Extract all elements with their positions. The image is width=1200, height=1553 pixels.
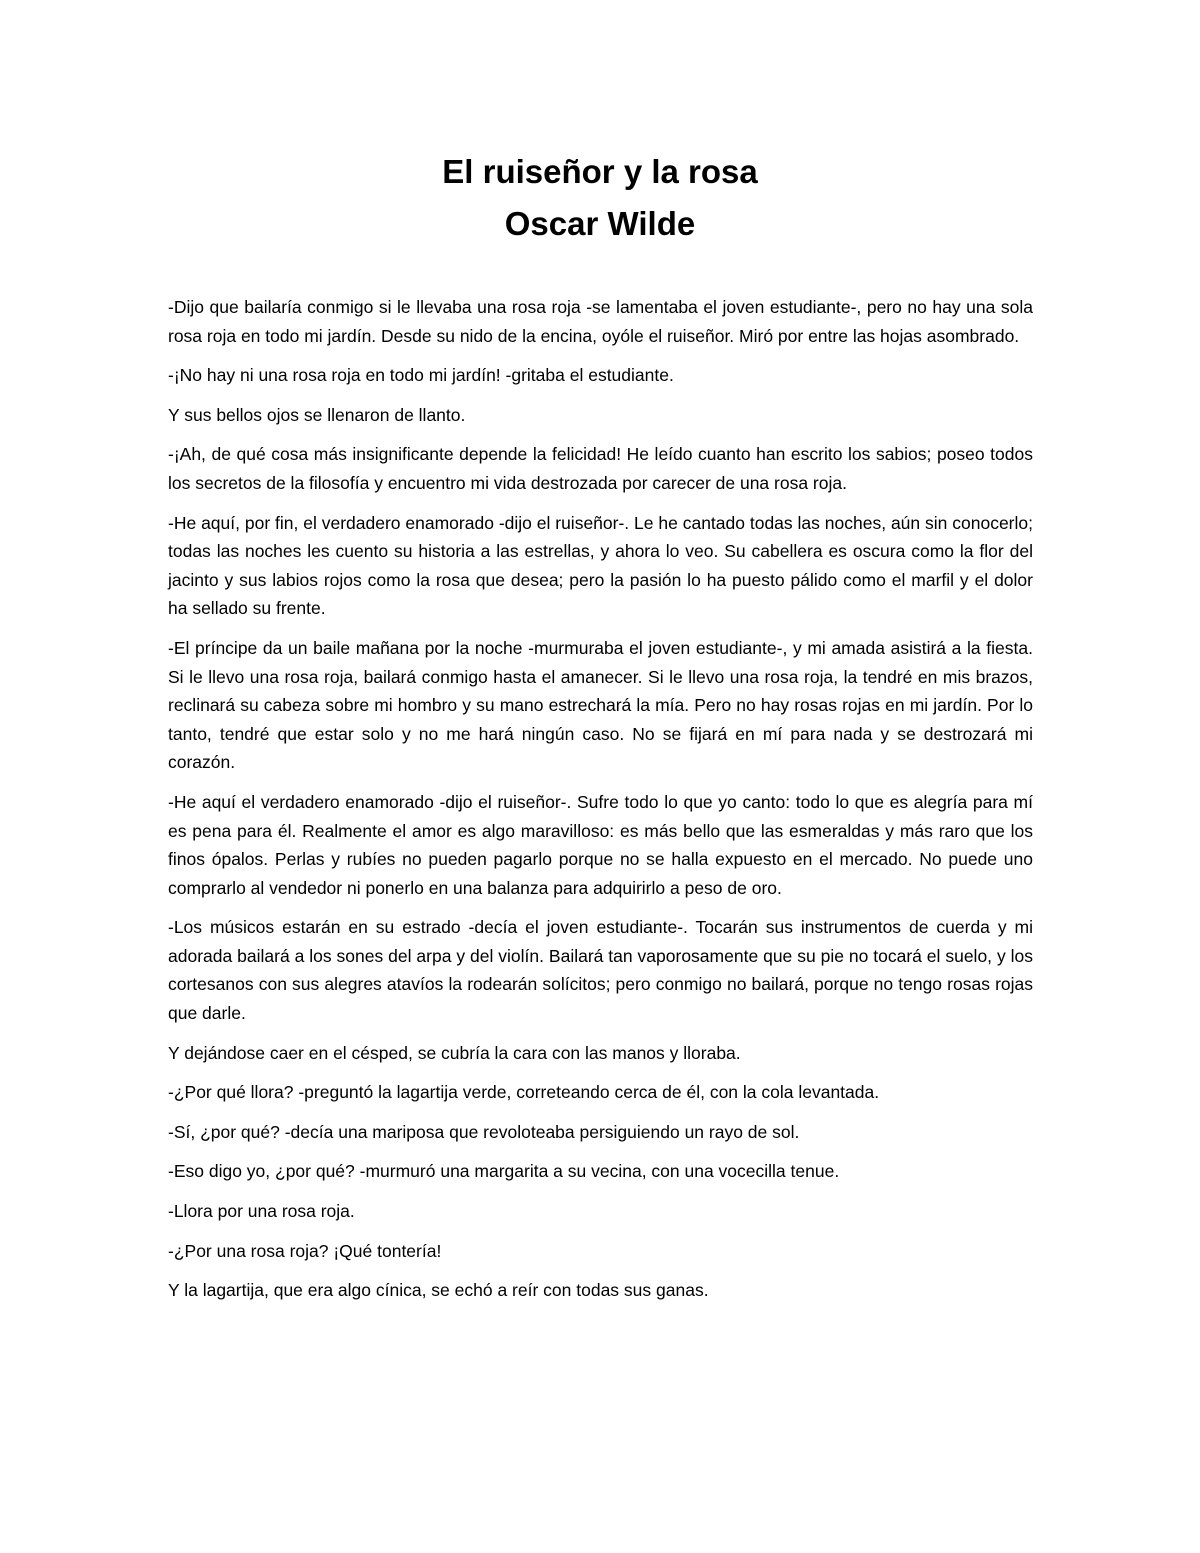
- paragraph: -He aquí el verdadero enamorado -dijo el ruiseñor-. Sufre todo lo que yo canto: todo lo que es alegría para mí es pena para él. Realmente el amor es algo maravilloso: es más bello que las esmeraldas y más raro que los finos ópalos. Perlas y rubíes no pueden pagarlo porque no se halla expuesto en el mercado. No puede uno comprarlo al vendedor ni ponerlo en una balanza para adquirirlo a peso de oro.: [168, 791, 1033, 898]
- title-block: [0, 146, 1200, 250]
- paragraph: -He aquí, por fin, el verdadero enamorado -dijo el ruiseñor-. Le he cantado todas las noches, aún sin conocerlo; todas las noches les cuento su historia a las estrellas, y ahora lo veo. Su cabellera es oscura como la flor del jacinto y sus labios rojos como la rosa que desea; pero la pasión lo ha puesto pálido como el marfil y el dolor ha sellado su frente.: [168, 512, 1033, 619]
- document-title: El ruiseñor y la rosa: [442, 153, 758, 190]
- document-author: Oscar Wilde: [504, 205, 696, 242]
- paragraph: -El príncipe da un baile mañana por la noche -murmuraba el joven estudiante-, y mi amada asistirá a la fiesta. Si le llevo una rosa roja, bailará conmigo hasta el amanecer. Si le llevo una rosa roja, la tendré en mis brazos, reclinará su cabeza sobre mi hombro y su mano estrechará la mía. Pero no hay rosas rojas en mi jardín. Por lo tanto, tendré que estar solo y no me hará ningún caso. No se fijará en mí para nada y se destrozará mi corazón.: [168, 637, 1033, 773]
- paragraph: Y sus bellos ojos se llenaron de llanto.: [168, 404, 466, 425]
- body-text: [168, 293, 1033, 1316]
- paragraph: -Dijo que bailaría conmigo si le llevaba una rosa roja -se lamentaba el joven estudiante-, pero no hay una sola rosa roja en todo mi jardín. Desde su nido de la encina, oyóle el ruiseñor. Miró por entre las hojas asombrado.: [168, 297, 1033, 346]
- paragraph: -Eso digo yo, ¿por qué? -murmuró una margarita a su vecina, con una vocecilla tenue.: [168, 1161, 840, 1182]
- paragraph: -¿Por qué llora? -preguntó la lagartija verde, correteando cerca de él, con la cola levantada.: [168, 1082, 880, 1103]
- paragraph: -¡Ah, de qué cosa más insignificante depende la felicidad! He leído cuanto han escrito los sabios; poseo todos los secretos de la filosofía y encuentro mi vida destrozada por carecer de una rosa roja.: [168, 444, 1033, 493]
- paragraph: -¡No hay ni una rosa roja en todo mi jardín! -gritaba el estudiante.: [168, 365, 674, 386]
- paragraph: -Los músicos estarán en su estrado -decía el joven estudiante-. Tocarán sus instrumentos de cuerda y mi adorada bailará a los sones del arpa y del violín. Bailará tan vaporosamente que su pie no tocará el suelo, y los cortesanos con sus alegres atavíos la rodearán solícitos; pero conmigo no bailará, porque no tengo rosas rojas que darle.: [168, 917, 1033, 1024]
- paragraph: -Llora por una rosa roja.: [168, 1201, 355, 1222]
- paragraph: Y la lagartija, que era algo cínica, se echó a reír con todas sus ganas.: [168, 1280, 709, 1301]
- paragraph: -¿Por una rosa roja? ¡Qué tontería!: [168, 1240, 442, 1261]
- paragraph: -Sí, ¿por qué? -decía una mariposa que revoloteaba persiguiendo un rayo de sol.: [168, 1121, 800, 1142]
- paragraph: Y dejándose caer en el césped, se cubría la cara con las manos y lloraba.: [168, 1042, 741, 1063]
